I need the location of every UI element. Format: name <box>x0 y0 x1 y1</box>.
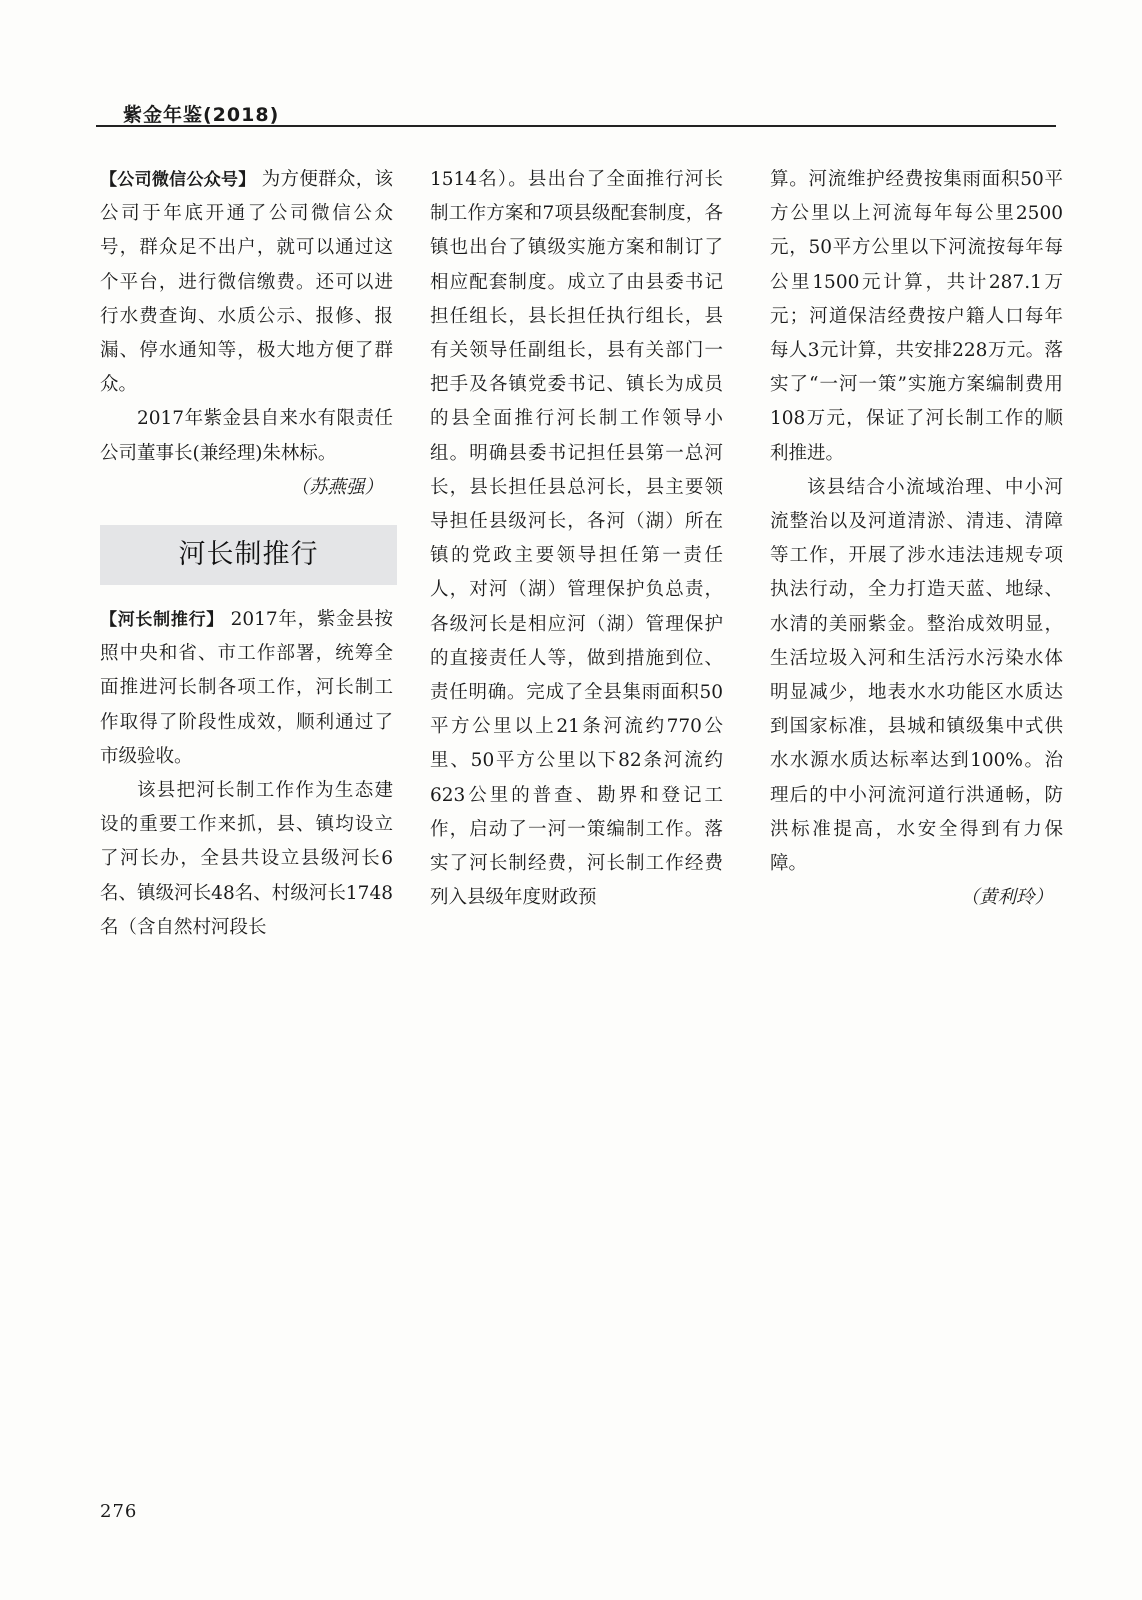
paragraph-river-chief <box>100 603 393 774</box>
section-heading: 河长制推行 <box>100 525 397 585</box>
running-header-title: 紫金年鉴(2018) <box>123 104 280 126</box>
page-number: 276 <box>100 1501 138 1522</box>
entry-tag-wechat: 【公司微信公众号】 <box>100 170 256 190</box>
column-2 <box>430 163 723 915</box>
paragraph-governance: 该县结合小流域治理、中小河流整治以及河道清淤、清违、清障等工作，开展了涉水违法违规专项执法行动，全力打造天蓝、地绿、水清的美丽紫金。整治成效明显，生活垃圾入河和生活污水污染水体明显减少，地表水水功能区水质达到国家标准，县城和镇级集中式供水水源水质达标率达到100%。治理后的中小河流河道行洪通畅，防洪标准提高，水安全得到有力保障。 <box>770 476 1063 875</box>
header-rule <box>96 125 1056 127</box>
paragraph-funding: 算。河流维护经费按集雨面积50平方公里以上河流每年每公里2500元，50平方公里以下河流按每年每公里1500元计算，共计287.1万元；河道保洁经费按户籍人口每年每人3元计算，共安排228万元。落实了“一河一策”实施方案编制费用108万元，保证了河长制工作的顺利推进。 <box>770 169 1063 464</box>
column-3 <box>770 163 1063 915</box>
column-1 <box>100 163 393 945</box>
paragraph-river-chief-setup: 该县把河长制工作作为生态建设的重要工作来抓，县、镇均设立了河长办，全县共设立县级河长6名、镇级河长48名、村级河长1748名（含自然村河段长 <box>100 780 393 938</box>
paragraph-river-chief-text: 2017年，紫金县按照中央和省、市工作部署，统筹全面推进河长制各项工作，河长制工作取得了阶段性成效，顺利通过了市级验收。 <box>100 609 393 767</box>
author-credit: （苏燕强） <box>290 476 383 498</box>
paragraph-continued: 1514名）。县出台了全面推行河长制工作方案和7项县级配套制度，各镇也出台了镇级实施方案和制订了相应配套制度。成立了由县委书记担任组长，县长担任执行组长，县有关领导任副组长，县有关部门一把手及各镇党委书记、镇长为成员的县全面推行河长制工作领导小组。明确县委书记担任县第一总河长，县长担任县总河长，县主要领导担任县级河长，各河（湖）所在镇的党政主要领导担任第一责任人，对河（湖）管理保护负总责，各级河长是相应河（湖）管理保护的直接责任人等，做到措施到位、责任明确。完成了全县集雨面积50平方公里以上21条河流约770公里、50平方公里以下82条河流约623公里的普查、勘界和登记工作，启动了一河一策编制工作。落实了河长制经费，河长制工作经费列入县级年度财政预 <box>430 169 723 909</box>
paragraph-chairman: 2017年紫金县自来水有限责任公司董事长(兼经理)朱林标。 <box>100 408 393 464</box>
entry-tag-river-chief: 【河长制推行】 <box>100 610 225 631</box>
paragraph-wechat <box>100 163 393 402</box>
author-credit-2: （黄利玲） <box>960 887 1053 909</box>
paragraph-wechat-text: 为方便群众，该公司于年底开通了公司微信公众号，群众足不出户，就可以通过这个平台，进行微信缴费。还可以进行水费查询、水质公示、报修、报漏、停水通知等，极大地方便了群众。 <box>100 169 393 396</box>
